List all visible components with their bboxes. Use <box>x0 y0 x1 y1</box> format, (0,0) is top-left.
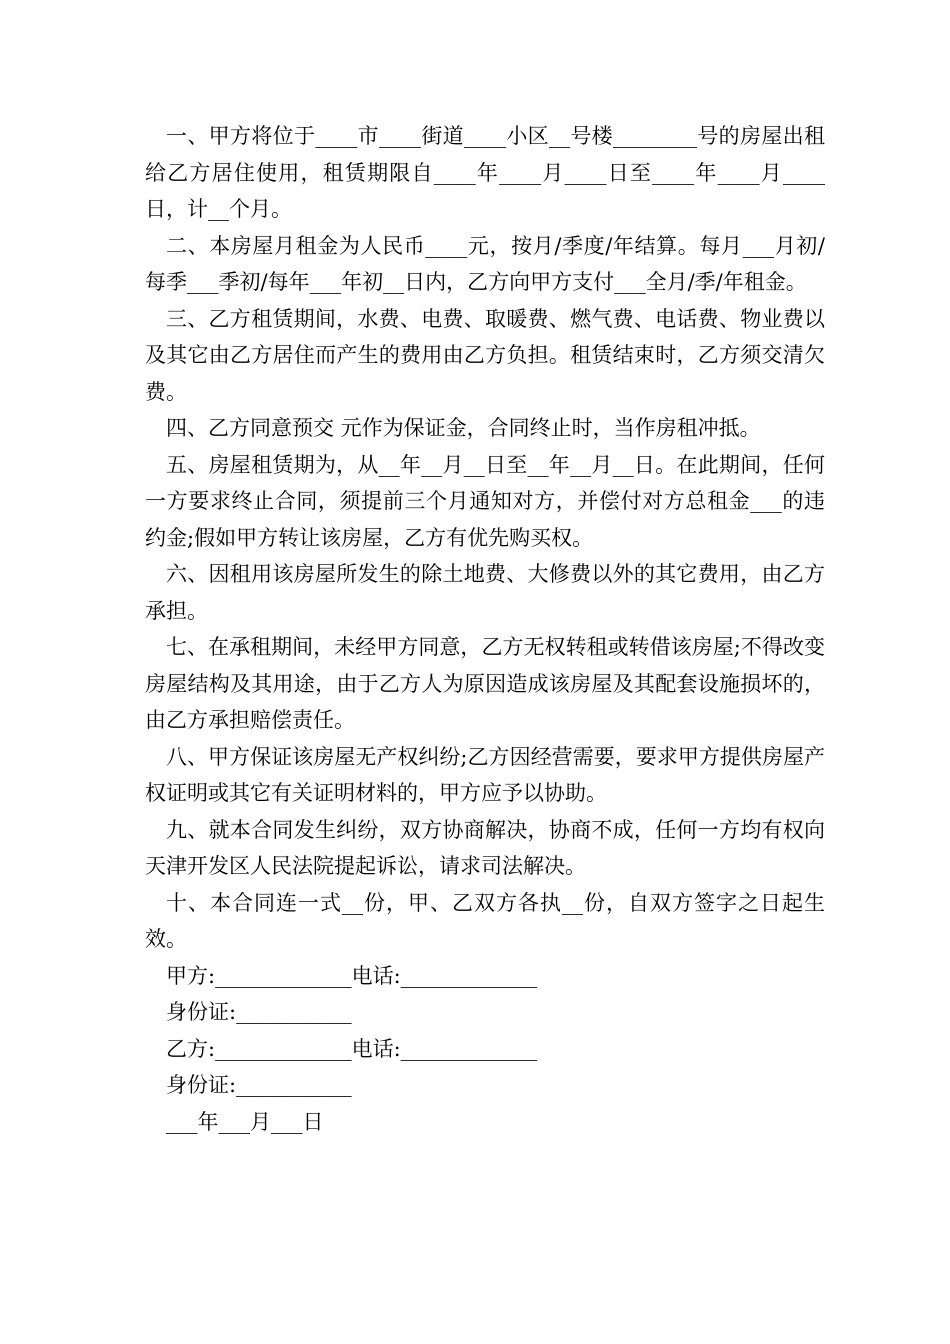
clause-9: 九、就本合同发生纠纷，双方协商解决，协商不成，任何一方均有权向天津开发区人民法院提起诉讼，请求司法解决。 <box>145 817 825 878</box>
signature-block <box>145 958 825 1141</box>
clause-2: 二、本房屋月租金为人民币____元，按月/季度/年结算。每月___月初/每季___季初/每年___年初__日内，乙方向甲方支付___全月/季/年租金。 <box>145 233 825 294</box>
party-b-line: 乙方:_____________电话:_____________ <box>166 1036 538 1061</box>
clause-3: 三、乙方租赁期间，水费、电费、取暖费、燃气费、电话费、物业费以及其它由乙方居住而产生的费用由乙方负担。租赁结束时，乙方须交清欠费。 <box>145 306 825 404</box>
clause-7: 七、在承租期间，未经甲方同意，乙方无权转租或转借该房屋;不得改变房屋结构及其用途，由于乙方人为原因造成该房屋及其配套设施损坏的，由乙方承担赔偿责任。 <box>145 635 825 732</box>
contract-body <box>145 118 825 1140</box>
clause-6: 六、因租用该房屋所发生的除土地费、大修费以外的其它费用，由乙方承担。 <box>145 562 825 623</box>
party-a-line: 甲方:_____________电话:_____________ <box>166 963 538 988</box>
clause-8: 八、甲方保证该房屋无产权纠纷;乙方因经营需要，要求甲方提供房屋产权证明或其它有关证明材料的，甲方应予以协助。 <box>145 744 825 805</box>
clause-1: 一、甲方将位于____市____街道____小区__号楼________号的房屋出租给乙方居住使用，租赁期限自____年____月____日至____年____月____日，计__个月。 <box>145 124 825 221</box>
clause-10: 十、本合同连一式__份，甲、乙双方各执__份，自双方签字之日起生效。 <box>145 890 825 951</box>
party-a-id-line: 身份证:___________ <box>166 1000 352 1024</box>
clause-4: 四、乙方同意预交 元作为保证金，合同终止时，当作房租冲抵。 <box>166 416 761 440</box>
date-line: ___年___月___日 <box>166 1109 324 1134</box>
party-b-id-line: 身份证:___________ <box>166 1073 352 1097</box>
clause-5: 五、房屋租赁期为，从__年__月__日至__年__月__日。在此期间，任何一方要求终止合同，须提前三个月通知对方，并偿付对方总租金___的违约金;假如甲方转让该房屋，乙方有优先购买权。 <box>145 452 825 550</box>
